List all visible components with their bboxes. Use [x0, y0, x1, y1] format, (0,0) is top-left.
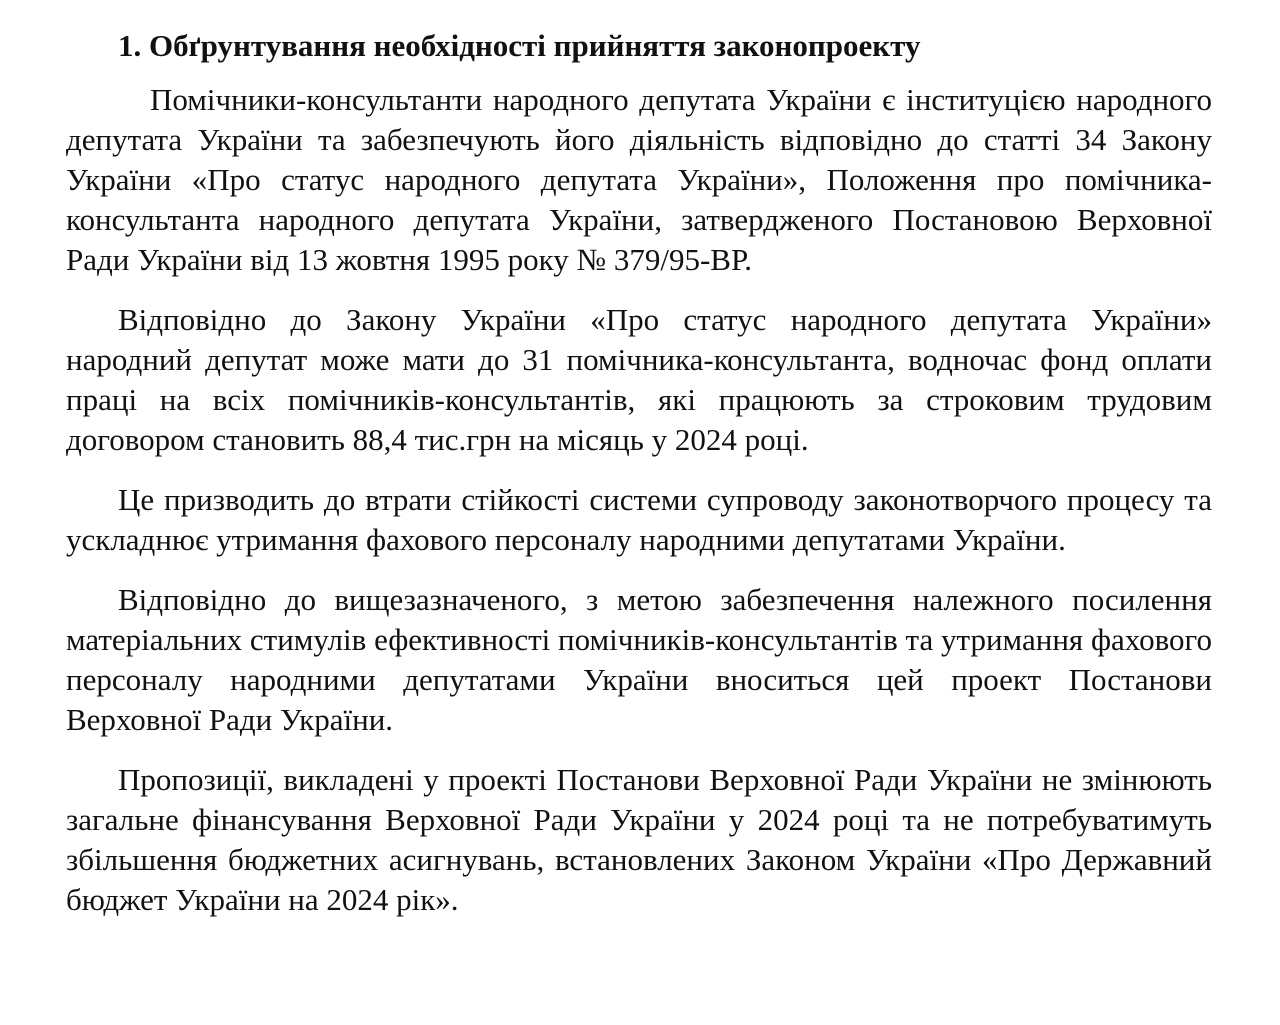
paragraph-financing: Пропозиції, викладені у проекті Постанови Верховної Ради України не змінюють загальне фінансування Верховної Ради України у 2024 році та не потребуватимуть збільшення бюджетних асигнувань, встановлених Законом України «Про Державний бюджет України на 2024 рік». — [66, 762, 1212, 917]
paragraph-consequences: Це призводить до втрати стійкості системи супроводу законотворчого процесу та ускладнює утримання фахового персоналу народними депутатами України. — [66, 482, 1212, 557]
paragraph-legal-basis: Помічники-консультанти народного депутата України є інституцією народного депутата України та забезпечують його діяльність відповідно до статті 34 Закону України «Про статус народного депутата України», Положення про помічника-консультанта народного депутата України, затвердженого Постановою Верховної Ради України від 13 жовтня 1995 року № 379/95-ВР. — [66, 82, 1212, 277]
document-page — [66, 26, 1212, 920]
paragraph-assistant-count: Відповідно до Закону України «Про статус народного депутата України» народний депутат може мати до 31 помічника-консультанта, водночас фонд оплати праці на всіх помічників-консультантів, які працюють за строковим трудовим договором становить 88,4 тис.грн на місяць у 2024 році. — [66, 302, 1212, 457]
paragraph-purpose: Відповідно до вищезазначеного, з метою забезпечення належного посилення матеріальних стимулів ефективності помічників-консультантів та утримання фахового персоналу народними депутатами України вноситься цей проект Постанови Верховної Ради України. — [66, 582, 1212, 737]
section-heading: 1. Обґрунтування необхідності прийняття законопроекту — [118, 28, 921, 63]
